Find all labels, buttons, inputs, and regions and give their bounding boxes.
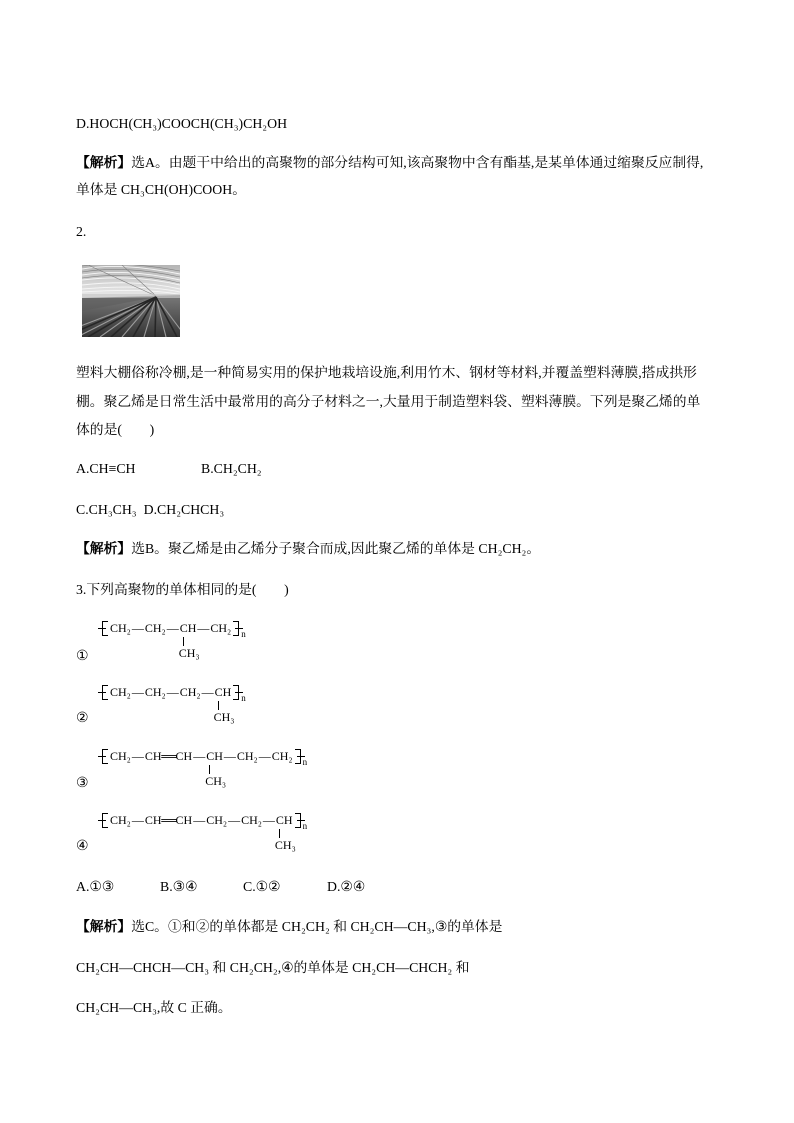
chain-group-text: CH₂ [110, 749, 131, 763]
chain-group [206, 812, 227, 828]
q2-option-a: A.CH≡CH [76, 461, 136, 476]
single-bond: — [166, 685, 179, 699]
chain-group-text: CH₂ [241, 813, 262, 827]
greenhouse-photo [82, 265, 180, 337]
close-bracket [295, 813, 301, 828]
repeat-subscript: n [241, 629, 246, 639]
single-bond: — [228, 813, 241, 827]
open-bracket [102, 621, 108, 636]
q3-option-d: D.②④ [327, 879, 366, 894]
q2-options-row-cd [76, 501, 224, 519]
chain-group [180, 684, 201, 700]
structure-2-label: ② [76, 710, 89, 725]
open-bracket [102, 749, 108, 764]
chain-group [178, 620, 200, 660]
q1-analysis-text-1: 选A。由题干中给出的高聚物的部分结构可知,该高聚物中含有酯基,是某单体通过缩聚反应制得, [131, 155, 704, 170]
close-bracket [233, 685, 239, 700]
close-bracket [295, 749, 301, 764]
chain-group-text: CH₂ [206, 813, 228, 827]
chain-group [110, 684, 131, 700]
q3-analysis-text-1: 选C。①和②的单体都是 CH₂CH₂ 和 CH₂CH—CH₃,③的单体是 [131, 919, 503, 934]
repeat-subscript: n [302, 821, 308, 831]
methyl-branch: CH₃ [213, 710, 235, 724]
chain-group-text: CH₂ [236, 749, 258, 763]
single-bond: — [258, 749, 271, 763]
single-bond: — [193, 749, 206, 763]
q2-analysis-label: 【解析】 [76, 541, 132, 556]
chain-group-text: CH₂ [110, 685, 131, 699]
chain-group [205, 748, 227, 788]
chain-group-text: CH₂ [179, 685, 201, 699]
chain-group-text: CH [144, 813, 162, 827]
single-bond: — [131, 621, 144, 635]
chain-group-text: CH₂ [110, 621, 131, 635]
chain-group [237, 748, 258, 764]
single-bond: — [131, 749, 144, 763]
single-bond: — [131, 813, 144, 827]
single-bond: — [131, 685, 144, 699]
q2-analysis-line-1 [76, 540, 540, 558]
open-bracket [102, 685, 108, 700]
greenhouse-photo-graphic [82, 265, 180, 337]
q2-option-d: D.CH₂CHCH₃ [143, 502, 225, 517]
q3-option-a: A.①③ [76, 879, 115, 894]
q2-stem-line-3: 体的是( ) [76, 422, 155, 437]
chain-group-text: CH [179, 621, 197, 635]
q1-analysis-line-2: 单体是 CH₃CH(OH)COOH。 [76, 182, 246, 197]
chain-group [176, 748, 193, 764]
chain-group-text: CH [144, 749, 162, 763]
single-bond: — [197, 621, 210, 635]
double-bond: ═ [160, 813, 177, 827]
chain-group-text: CH₂ [144, 621, 166, 635]
chain-group [110, 812, 131, 828]
structure-2-formula [98, 684, 246, 724]
single-bond: — [193, 813, 206, 827]
q3-analysis-line-1 [76, 918, 502, 936]
close-bracket [233, 621, 239, 636]
structure-3-formula [98, 748, 308, 788]
chain-group-text: CH₂ [271, 749, 293, 763]
methyl-branch: CH₃ [178, 646, 200, 660]
chain-group-text: CH₂ [144, 685, 166, 699]
chain-group-text: CH [175, 813, 193, 827]
structure-1-formula [98, 620, 246, 660]
structure-3-label: ③ [76, 775, 89, 790]
q3-stem: 3.下列高聚物的单体相同的是( ) [76, 582, 289, 597]
single-bond: — [166, 621, 179, 635]
chain-group-text: CH [214, 685, 232, 699]
q2-stem-line-1: 塑料大棚俗称冷棚,是一种简易实用的保护地栽培设施,利用竹木、钢材等材料,并覆盖塑料薄膜,搭成拱形 [76, 365, 697, 380]
q2-number: 2. [76, 224, 87, 239]
methyl-branch: CH₃ [274, 838, 296, 852]
q3-analysis-label: 【解析】 [76, 919, 132, 934]
q2-option-c: C.CH₃CH₃ [76, 502, 137, 517]
q3-analysis-line-2: CH₂CH—CHCH—CH₃ 和 CH₂CH₂,④的单体是 CH₂CH—CHCH₂ 和 [76, 960, 470, 975]
chain-group-text: CH₂ [110, 813, 131, 827]
chain-group [110, 748, 131, 764]
q3-option-c: C.①② [243, 879, 281, 894]
q3-option-b: B.③④ [160, 879, 198, 894]
chain-group-text: CH₂ [210, 621, 232, 635]
q1-analysis-label: 【解析】 [76, 155, 132, 170]
chain-group [145, 684, 166, 700]
q2-analysis-text-1: 选B。聚乙烯是由乙烯分子聚合而成,因此聚乙烯的单体是 CH₂CH₂。 [131, 541, 541, 556]
single-bond: — [223, 749, 236, 763]
chain-group [213, 684, 235, 724]
repeat-subscript: n [302, 757, 308, 767]
open-bracket [102, 813, 108, 828]
chain-group [241, 812, 262, 828]
single-bond: — [262, 813, 275, 827]
chain-group [274, 812, 296, 852]
structure-4-formula [98, 812, 308, 852]
chain-group [145, 620, 166, 636]
chain-group-text: CH [206, 749, 223, 763]
chain-group [272, 748, 293, 764]
repeat-subscript: n [241, 693, 246, 703]
q2-option-b: B.CH₂CH₂ [201, 461, 262, 476]
chain-group [110, 620, 131, 636]
chain-group-text: CH [175, 749, 193, 763]
double-bond: ═ [160, 749, 177, 763]
methyl-branch: CH₃ [205, 774, 227, 788]
structure-1-label: ① [76, 648, 89, 663]
q2-stem-line-2: 棚。聚乙烯是日常生活中最常用的高分子材料之一,大量用于制造塑料袋、塑料薄膜。下列是聚乙烯的单 [76, 394, 701, 409]
q3-analysis-line-3: CH₂CH—CH₃,故 C 正确。 [76, 1000, 232, 1015]
chain-group [176, 812, 193, 828]
structure-4-label: ④ [76, 838, 89, 853]
chain-group-text: CH [275, 813, 293, 827]
single-bond: — [201, 685, 214, 699]
q1-option-d: D.HOCH(CH₃)COOCH(CH₃)CH₂OH [76, 116, 288, 131]
q1-analysis-line-1 [76, 154, 703, 172]
chain-group [210, 620, 231, 636]
